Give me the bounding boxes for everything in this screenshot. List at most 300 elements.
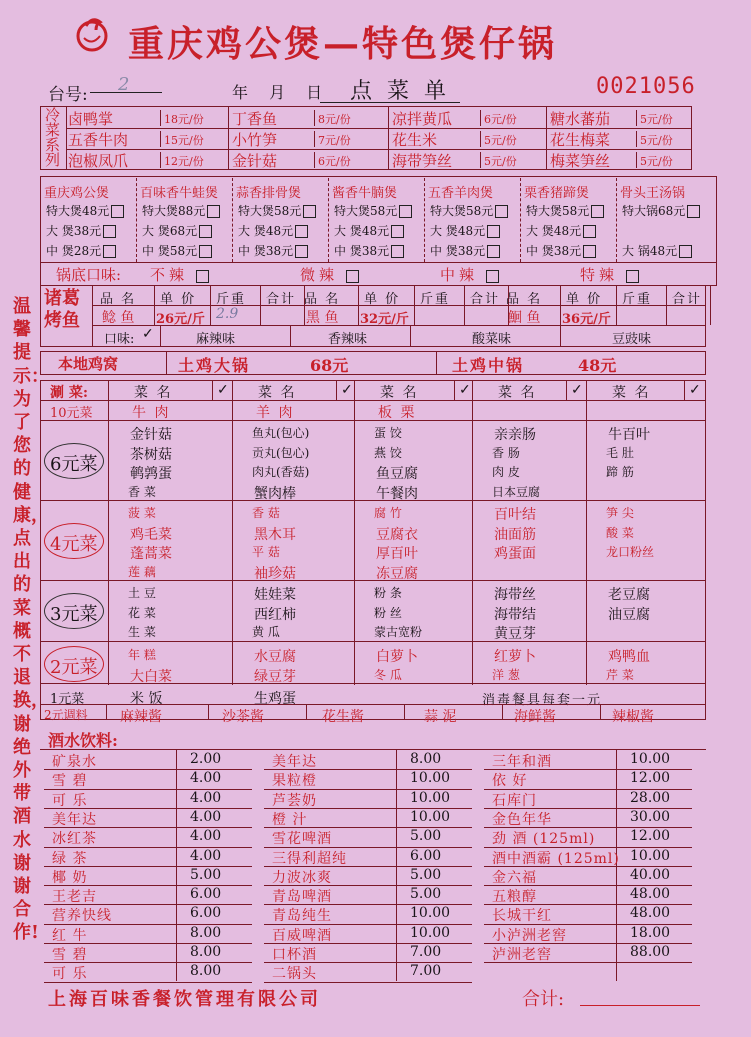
pot-col-line xyxy=(136,178,137,262)
drink-price: 8.00 xyxy=(190,944,222,960)
fish-flavor-label: 口味: xyxy=(104,332,135,347)
veg-item[interactable]: 鸡鸭血 xyxy=(608,649,650,665)
veg-check-line xyxy=(336,380,337,400)
spice-option[interactable] xyxy=(150,264,209,285)
veg-six-label: 6元菜 xyxy=(50,454,98,475)
spice-label: 锅底口味: xyxy=(56,266,122,284)
pot-size-checkbox[interactable] xyxy=(207,205,220,218)
veg-item[interactable]: 菠 菜 xyxy=(128,506,156,520)
cold-price-divider xyxy=(314,131,315,147)
pot-size-option[interactable] xyxy=(238,242,308,259)
veg-one-item[interactable]: 米 饭 xyxy=(130,691,163,707)
veg-col-header: 菜 名 xyxy=(612,385,651,401)
fish-header: 单 价 xyxy=(566,292,603,307)
drink-name: 可 乐 xyxy=(52,966,88,983)
veg-item[interactable]: 午餐肉 xyxy=(376,485,418,502)
sauce-col-line xyxy=(600,704,601,720)
cold-dish-price: 5元/份 xyxy=(484,155,517,168)
pot-title: 酱香牛腩煲 xyxy=(332,186,398,201)
veg-item[interactable]: 老豆腐 xyxy=(608,587,650,603)
pot-size-label: 大 煲48元 xyxy=(430,224,486,238)
veg-item[interactable]: 腐 竹 xyxy=(374,506,402,520)
drink-name: 雪 碧 xyxy=(52,773,88,790)
veg-item[interactable]: 酸 菜 xyxy=(606,525,634,540)
pot-size-option[interactable] xyxy=(622,202,700,219)
veg-item[interactable]: 黑木耳 xyxy=(254,526,296,543)
pot-title: 百味香牛蛙煲 xyxy=(140,186,219,201)
pot-size-checkbox[interactable] xyxy=(111,205,124,218)
fish-flavor-line xyxy=(560,325,561,347)
veg-ten-item[interactable]: 牛 肉 xyxy=(132,405,171,421)
chicken-pot-item-price: 68元 xyxy=(310,356,349,375)
drinks-col-line xyxy=(176,749,177,981)
veg-item[interactable]: 花 菜 xyxy=(128,605,156,620)
veg-one-item[interactable]: 生鸡蛋 xyxy=(254,691,296,707)
drink-price: 4.00 xyxy=(190,789,222,806)
cold-price-divider xyxy=(160,131,161,147)
veg-item[interactable]: 油面筋 xyxy=(494,526,536,543)
veg-col-check-header: ✓ xyxy=(689,382,701,398)
pot-size-label: 大 煲68元 xyxy=(142,224,198,238)
spice-option[interactable] xyxy=(580,264,639,285)
fish-header: 品 名 xyxy=(506,292,543,307)
sauce-col-line xyxy=(502,704,503,720)
total-field[interactable] xyxy=(580,1005,700,1006)
veg-item[interactable]: 蒙古宽粉 xyxy=(374,625,423,639)
drink-name: 三年和酒 xyxy=(492,754,552,770)
drinks-label: 酒水饮料: xyxy=(48,731,118,750)
spice-checkbox[interactable] xyxy=(626,270,639,283)
drink-name: 金六福 xyxy=(492,869,537,886)
fish-header: 斤重 xyxy=(420,292,451,307)
veg-item[interactable]: 黄豆芽 xyxy=(494,626,536,642)
fish-header: 合计 xyxy=(470,292,501,307)
drink-price: 12.00 xyxy=(630,770,671,787)
fish-col-line xyxy=(260,285,261,325)
pot-size-option[interactable] xyxy=(430,242,500,259)
grilled-fish-label xyxy=(44,288,90,332)
veg-col-check-header: ✓ xyxy=(459,382,471,398)
sauce-item[interactable]: 蒜 泥 xyxy=(424,709,457,725)
drink-price: 88.00 xyxy=(630,944,671,960)
fish-header: 合计 xyxy=(672,292,703,307)
cold-col-line xyxy=(546,106,547,170)
cold-dish-name: 五香牛肉 xyxy=(68,131,129,149)
fish-col-line xyxy=(414,285,415,325)
drink-price: 4.00 xyxy=(190,770,222,787)
pot-size-checkbox[interactable] xyxy=(103,225,116,238)
pot-size-checkbox[interactable] xyxy=(391,225,404,238)
veg-item[interactable]: 娃娃菜 xyxy=(254,587,296,603)
drink-name: 椰 奶 xyxy=(52,869,88,886)
veg-col-line xyxy=(354,380,355,685)
drink-price: 6.00 xyxy=(190,905,222,922)
drink-price: 2.00 xyxy=(190,751,222,767)
pot-title: 蒜香排骨煲 xyxy=(236,186,302,201)
veg-item[interactable]: 绿豆芽 xyxy=(254,668,296,685)
veg-row-line xyxy=(40,704,706,705)
veg-item[interactable]: 袖珍菇 xyxy=(254,565,296,582)
drink-name: 百威啤酒 xyxy=(272,927,332,944)
fish-header: 品 名 xyxy=(100,292,137,307)
veg-three-label: 3元菜 xyxy=(50,604,98,626)
pot-size-checkbox[interactable] xyxy=(199,245,212,258)
cold-price-divider xyxy=(480,110,481,126)
restaurant-title: 重庆鸡公煲—特色煲仔锅 xyxy=(128,23,558,65)
veg-item[interactable]: 鱼豆腐 xyxy=(376,466,418,482)
pot-size-option[interactable] xyxy=(46,242,116,259)
pot-title: 重庆鸡公煲 xyxy=(44,186,110,201)
cold-dish-name: 海带笋丝 xyxy=(392,152,453,170)
sauce-col-line xyxy=(306,704,307,720)
veg-item[interactable]: 粉 丝 xyxy=(374,605,402,620)
fish-flavor-option[interactable]: 酸菜味 xyxy=(472,332,512,347)
fish-flavor-option[interactable]: 香辣味 xyxy=(328,332,368,347)
pot-size-option[interactable] xyxy=(622,242,692,259)
fish-item-price: 36元/斤 xyxy=(562,312,611,327)
drink-price: 6.00 xyxy=(410,847,442,864)
sauce-item[interactable]: 沙茶酱 xyxy=(222,709,264,725)
drink-name: 橙 汁 xyxy=(272,811,308,828)
fish-flavor-check-mark: ✓ xyxy=(142,326,154,342)
veg-item[interactable]: 冬 瓜 xyxy=(374,667,402,682)
fish-col-line xyxy=(560,285,561,325)
drink-price: 10.00 xyxy=(410,808,451,825)
veg-col-line xyxy=(472,380,473,685)
drink-price: 10.00 xyxy=(410,770,451,787)
veg-item[interactable]: 亲亲肠 xyxy=(494,427,536,443)
pot-size-option[interactable] xyxy=(46,222,116,239)
pot-size-checkbox[interactable] xyxy=(303,205,316,218)
veg-item[interactable]: 肉丸(香菇) xyxy=(252,465,310,479)
cold-dish-name: 花生梅菜 xyxy=(550,131,611,149)
veg-item[interactable]: 土 豆 xyxy=(128,586,156,600)
pot-size-option[interactable] xyxy=(526,242,596,259)
veg-item[interactable]: 海带结 xyxy=(494,606,536,623)
veg-col-line xyxy=(232,380,233,685)
pot-size-label: 中 煲58元 xyxy=(142,244,198,258)
veg-item[interactable]: 蹄 筋 xyxy=(606,465,634,479)
cold-dish-price: 18元/份 xyxy=(164,113,204,126)
cold-dish-label: 冷菜系列 xyxy=(45,106,61,169)
drink-price: 12.00 xyxy=(630,828,671,845)
pot-size-option[interactable] xyxy=(334,202,412,219)
fish-flavor-line xyxy=(160,325,161,347)
veg-item[interactable]: 西红柿 xyxy=(254,606,296,623)
grilled-fish-label-text: 诸葛烤鱼 xyxy=(44,288,80,331)
fish-flavor-line xyxy=(290,325,291,347)
cold-price-divider xyxy=(636,131,637,147)
pot-size-option[interactable] xyxy=(430,222,500,239)
drink-price: 10.00 xyxy=(410,924,451,941)
veg-item[interactable]: 黄 瓜 xyxy=(252,625,280,639)
veg-ten-item[interactable]: 羊 肉 xyxy=(256,405,295,421)
veg-item[interactable]: 平 菇 xyxy=(252,545,280,559)
drink-price: 48.00 xyxy=(630,905,671,922)
pot-size-option[interactable] xyxy=(430,202,508,219)
drink-price: 48.00 xyxy=(630,886,671,903)
sauce-item[interactable]: 花生酱 xyxy=(322,709,364,725)
veg-item[interactable]: 蟹肉棒 xyxy=(254,485,296,502)
pot-size-label: 特大煲58元 xyxy=(526,204,590,218)
veg-item[interactable]: 大白菜 xyxy=(130,668,172,685)
pot-size-checkbox[interactable] xyxy=(295,245,308,258)
spice-option-label: 特辣 xyxy=(580,266,619,284)
pot-size-option[interactable] xyxy=(142,222,212,239)
cold-price-divider xyxy=(480,152,481,168)
cold-dish-price: 6元/份 xyxy=(484,113,517,126)
veg-item[interactable]: 笋 尖 xyxy=(606,506,634,520)
fish-col-line xyxy=(358,285,359,325)
drink-name: 青岛啤酒 xyxy=(272,889,332,906)
fish-item-price: 26元/斤 xyxy=(156,312,205,327)
cold-price-divider xyxy=(480,131,481,147)
cold-col-line xyxy=(228,106,229,170)
veg-item[interactable]: 生 菜 xyxy=(128,625,156,639)
sauce-item[interactable]: 麻辣酱 xyxy=(120,709,162,725)
cold-dish-name: 梅菜笋丝 xyxy=(550,152,611,170)
chicken-col-line xyxy=(436,351,437,375)
drink-price: 5.00 xyxy=(410,828,442,845)
drink-price: 18.00 xyxy=(630,924,671,941)
cold-dish-price: 5元/份 xyxy=(640,113,673,126)
pot-col-line xyxy=(616,178,617,262)
pot-size-option[interactable] xyxy=(142,242,212,259)
cold-dish-name: 金针菇 xyxy=(232,152,278,170)
fish-header: 品 名 xyxy=(304,292,341,307)
veg-item[interactable]: 厚百叶 xyxy=(376,546,418,562)
veg-ten-label: 10元菜 xyxy=(50,406,93,421)
cold-dish-name: 糖水蕃茄 xyxy=(550,110,611,128)
drink-price: 7.00 xyxy=(410,963,442,980)
pot-size-checkbox[interactable] xyxy=(583,245,596,258)
fish-item-name: 鲶 鱼 xyxy=(102,310,135,326)
pot-size-checkbox[interactable] xyxy=(391,245,404,258)
veg-col-check-header: ✓ xyxy=(571,382,583,398)
veg-check-line xyxy=(684,380,685,400)
veg-item[interactable]: 毛 肚 xyxy=(606,445,634,460)
pot-size-label: 中 煲38元 xyxy=(430,244,486,258)
veg-item[interactable]: 香 菇 xyxy=(252,506,280,520)
drink-name: 金色年华 xyxy=(492,811,552,828)
date-field[interactable]: 年 月 日 xyxy=(232,83,331,102)
pot-size-option[interactable] xyxy=(526,202,604,219)
drink-name: 泸洲老窖 xyxy=(492,947,552,963)
drink-name: 劲 酒 (125ml) xyxy=(492,831,596,848)
cold-price-divider xyxy=(160,152,161,168)
sauce-item[interactable]: 辣椒酱 xyxy=(612,709,654,725)
veg-item[interactable]: 鹌鹑蛋 xyxy=(130,466,172,482)
pot-size-checkbox[interactable] xyxy=(103,245,116,258)
pot-size-label: 中 煲38元 xyxy=(238,244,294,258)
cold-dish-name: 丁香鱼 xyxy=(232,110,278,128)
serial-number: 0021056 xyxy=(596,74,696,99)
pot-size-checkbox[interactable] xyxy=(687,205,700,218)
rooster-logo-icon xyxy=(72,14,112,54)
veg-col-header: 菜 名 xyxy=(258,385,297,401)
pot-col-line xyxy=(424,178,425,262)
fish-header: 斤重 xyxy=(216,292,247,307)
drink-name: 青岛纯生 xyxy=(272,908,332,925)
pot-size-checkbox[interactable] xyxy=(495,205,508,218)
pot-col-line xyxy=(328,178,329,262)
veg-item[interactable]: 蓬蒿菜 xyxy=(130,546,172,562)
cold-dish-name: 花生米 xyxy=(392,131,438,149)
spice-checkbox[interactable] xyxy=(346,270,359,283)
cold-price-divider xyxy=(314,110,315,126)
pot-size-label: 特大锅68元 xyxy=(622,204,686,218)
veg-item[interactable]: 蛋 饺 xyxy=(374,426,402,440)
veg-item[interactable]: 香 菜 xyxy=(128,484,156,499)
veg-item[interactable]: 鱼丸(包心) xyxy=(252,426,310,440)
cold-dish-name: 泡椒凤爪 xyxy=(68,152,129,170)
chicken-col-line xyxy=(166,351,167,375)
drinks-top-line xyxy=(40,749,706,750)
pot-title: 栗香猪蹄煲 xyxy=(524,186,590,201)
total-label: 合计: xyxy=(522,989,565,1010)
pot-size-option[interactable] xyxy=(238,202,316,219)
veg-item[interactable]: 白萝卜 xyxy=(376,649,418,665)
cold-price-divider xyxy=(636,152,637,168)
pot-size-label: 特大煲58元 xyxy=(430,204,494,218)
spice-option-label: 中辣 xyxy=(440,266,479,284)
drink-name: 营养快线 xyxy=(52,908,112,925)
chicken-pot-item-name: 土鸡中锅 xyxy=(452,356,525,375)
veg-ten-item[interactable]: 板 栗 xyxy=(378,405,417,421)
table-number-handwritten: 2 xyxy=(118,74,130,95)
pot-size-checkbox[interactable] xyxy=(295,225,308,238)
drink-price: 28.00 xyxy=(630,789,671,806)
pot-size-checkbox[interactable] xyxy=(487,245,500,258)
veg-item[interactable]: 日本豆腐 xyxy=(492,484,541,499)
veg-item[interactable]: 鸡蛋面 xyxy=(494,546,536,562)
veg-item[interactable]: 贡丸(包心) xyxy=(252,445,310,460)
drink-price: 5.00 xyxy=(190,866,222,883)
pot-size-option[interactable] xyxy=(46,202,124,219)
fish-header: 斤重 xyxy=(622,292,653,307)
fish-item-weight[interactable]: 2.9 xyxy=(216,306,239,322)
fish-col-line xyxy=(92,285,93,347)
cold-dish-price: 15元/份 xyxy=(164,134,204,147)
veg-item[interactable]: 茶树菇 xyxy=(130,446,172,463)
chicken-pot-item-name: 土鸡大锅 xyxy=(178,356,251,375)
veg-item[interactable]: 芹 菜 xyxy=(606,667,634,682)
veg-item[interactable]: 水豆腐 xyxy=(254,649,296,665)
drink-price: 4.00 xyxy=(190,847,222,864)
veg-col-line xyxy=(586,380,587,685)
pot-size-checkbox[interactable] xyxy=(399,205,412,218)
drink-price: 7.00 xyxy=(410,944,442,960)
pot-size-label: 大 煲48元 xyxy=(238,224,294,238)
pot-size-label: 中 煲38元 xyxy=(526,244,582,258)
drink-name: 石库门 xyxy=(492,792,537,809)
veg-item[interactable]: 龙口粉丝 xyxy=(606,545,655,559)
fish-item-name: 黑 鱼 xyxy=(306,310,339,326)
drink-price: 40.00 xyxy=(630,866,671,883)
veg-item[interactable]: 豆腐衣 xyxy=(376,526,418,543)
sauce-col-line xyxy=(208,704,209,720)
cold-dish-price: 5元/份 xyxy=(484,134,517,147)
veg-check-line xyxy=(566,380,567,400)
veg-item[interactable]: 油豆腐 xyxy=(608,606,650,623)
veg-item[interactable]: 肉 皮 xyxy=(492,465,520,479)
pot-size-checkbox[interactable] xyxy=(199,225,212,238)
pot-title: 五香羊肉煲 xyxy=(428,186,494,201)
pot-col-line xyxy=(520,178,521,262)
veg-item[interactable]: 燕 饺 xyxy=(374,445,402,460)
sauce-item[interactable]: 海鲜酱 xyxy=(514,709,556,725)
spice-option[interactable] xyxy=(440,264,499,285)
form-title: 点 菜 单 xyxy=(350,79,450,104)
veg-col-header: 菜 名 xyxy=(380,385,419,401)
drink-price: 6.00 xyxy=(190,886,222,903)
veg-item[interactable]: 鸡毛菜 xyxy=(130,526,172,543)
spice-checkbox[interactable] xyxy=(196,270,209,283)
pot-size-checkbox[interactable] xyxy=(487,225,500,238)
pot-size-label: 特大煲58元 xyxy=(334,204,398,218)
pot-size-checkbox[interactable] xyxy=(583,225,596,238)
pot-size-label: 中 煲28元 xyxy=(46,244,102,258)
pot-size-checkbox[interactable] xyxy=(679,245,692,258)
drink-name: 果粒橙 xyxy=(272,773,317,790)
veg-item[interactable]: 牛百叶 xyxy=(608,427,650,443)
pot-size-label: 特大煲48元 xyxy=(46,204,110,218)
chicken-pot-item-price: 48元 xyxy=(578,356,617,375)
fish-col-line xyxy=(210,285,211,325)
form-title-underline xyxy=(320,102,460,103)
veg-col-line xyxy=(108,380,109,685)
fish-flavor-option[interactable]: 豆豉味 xyxy=(612,332,652,347)
drink-price: 10.00 xyxy=(630,751,671,767)
veg-item[interactable]: 莲 藕 xyxy=(128,564,156,579)
pot-size-option[interactable] xyxy=(334,242,404,259)
veg-item[interactable]: 粉 条 xyxy=(374,586,402,600)
fish-flavor-option[interactable]: 麻辣味 xyxy=(196,332,236,347)
pot-size-option[interactable] xyxy=(526,222,596,239)
sauce-col-line xyxy=(106,704,107,720)
veg-item[interactable]: 冻豆腐 xyxy=(376,565,418,582)
veg-item[interactable]: 红萝卜 xyxy=(494,649,536,665)
pot-size-label: 特大煲88元 xyxy=(142,204,206,218)
veg-item[interactable]: 金针菇 xyxy=(130,427,172,443)
veg-four-label: 4元菜 xyxy=(50,534,98,555)
drink-name: 二锅头 xyxy=(272,966,317,983)
drink-name: 红 牛 xyxy=(52,927,88,944)
veg-item[interactable]: 香 肠 xyxy=(492,445,520,460)
drink-name: 美年达 xyxy=(52,811,97,828)
drink-name: 可 乐 xyxy=(52,792,88,809)
spice-checkbox[interactable] xyxy=(486,270,499,283)
pot-size-checkbox[interactable] xyxy=(591,205,604,218)
pot-size-option[interactable] xyxy=(334,222,404,239)
spice-option[interactable] xyxy=(300,264,359,285)
pot-col-line xyxy=(232,178,233,262)
veg-item[interactable]: 洋 葱 xyxy=(492,667,520,682)
drink-name: 五粮醇 xyxy=(492,889,537,906)
veg-item[interactable]: 年 糕 xyxy=(128,648,156,662)
veg-item[interactable]: 海带丝 xyxy=(494,587,536,603)
drinks-col-line xyxy=(396,749,397,981)
spice-option-label: 微辣 xyxy=(300,266,339,284)
drink-name: 冰红茶 xyxy=(52,831,97,848)
fish-flavor-line xyxy=(410,325,411,347)
pot-size-option[interactable] xyxy=(238,222,308,239)
pot-size-option[interactable] xyxy=(142,202,220,219)
cold-dish-price: 6元/份 xyxy=(318,155,351,168)
veg-item[interactable]: 百叶结 xyxy=(494,507,536,523)
cold-price-divider xyxy=(636,110,637,126)
chicken-pot-label: 本地鸡窝 xyxy=(58,355,119,373)
